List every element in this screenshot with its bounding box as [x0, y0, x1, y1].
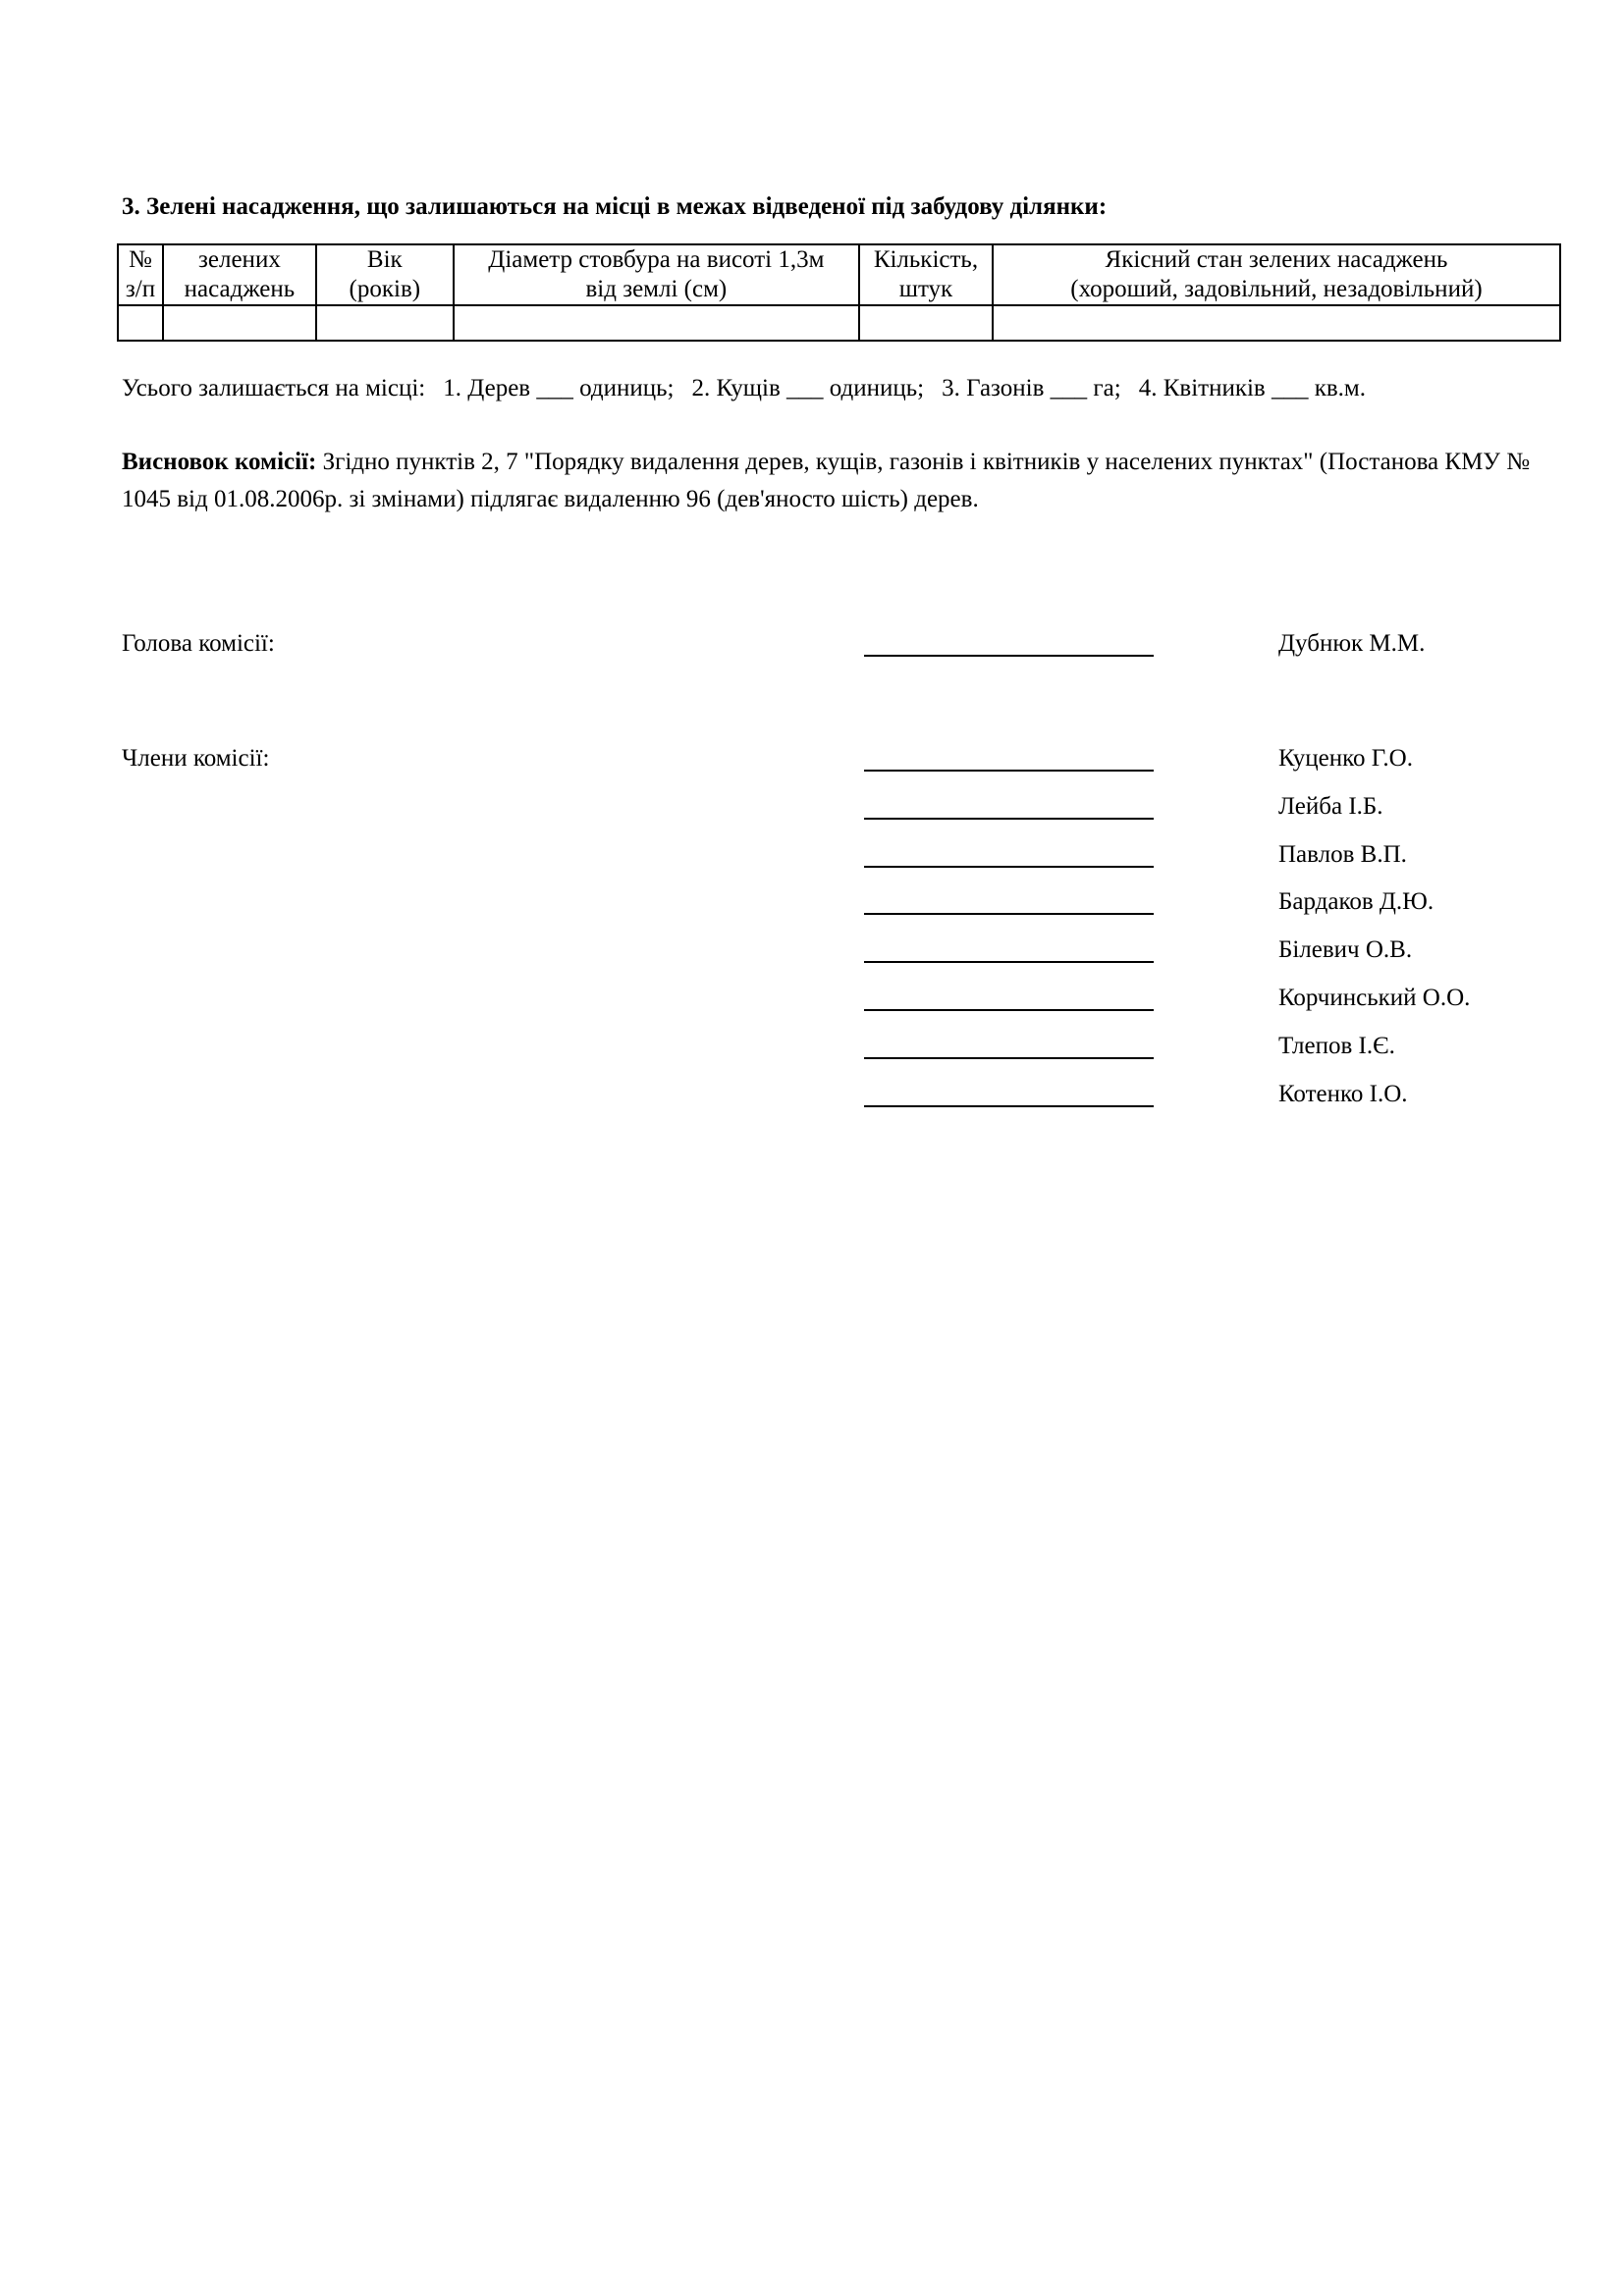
summary-lawns: 3. Газонів ___ га;	[942, 375, 1121, 401]
table-row	[118, 305, 1560, 341]
member-name: Корчинський О.О.	[1278, 985, 1471, 1011]
header-age: Вік (років)	[316, 244, 454, 305]
section-title: 3. Зелені насадження, що залишаються на місці в межах відведеної під забудову ділянки:	[122, 193, 1108, 220]
head-label: Голова комісії:	[122, 630, 275, 657]
table-cell	[993, 305, 1560, 341]
member-signature-line	[864, 961, 1154, 963]
header-number: № з/п	[118, 244, 163, 305]
header-plants: зелених насаджень	[163, 244, 316, 305]
summary-flowerbeds: 4. Квітників ___ кв.м.	[1138, 375, 1366, 401]
table-cell	[163, 305, 316, 341]
member-name: Білевич О.В.	[1278, 936, 1413, 963]
member-signature-line	[864, 913, 1154, 915]
member-signature-line	[864, 770, 1154, 772]
table-cell	[859, 305, 993, 341]
table-cell	[316, 305, 454, 341]
member-signature-line	[864, 866, 1154, 868]
conclusion-label: Висновок комісії:	[122, 449, 317, 475]
member-name: Лейба І.Б.	[1278, 793, 1383, 820]
members-label: Члени комісії:	[122, 745, 270, 772]
summary-trees: 1. Дерев ___ одиниць;	[443, 375, 675, 401]
member-name: Куценко Г.О.	[1278, 745, 1413, 772]
member-signature-line	[864, 1057, 1154, 1059]
header-diameter: Діаметр стовбура на висоті 1,3м від землі (см)	[454, 244, 859, 305]
member-signature-line	[864, 818, 1154, 820]
member-name: Павлов В.П.	[1278, 841, 1407, 868]
member-name: Бардаков Д.Ю.	[1278, 888, 1435, 915]
member-name: Тлепов І.Є.	[1278, 1033, 1395, 1059]
head-signature-line	[864, 655, 1154, 657]
table-cell	[454, 305, 859, 341]
conclusion-text: Згідно пунктів 2, 7 "Порядку видалення дерев, кущів, газонів і квітників у населених пунктах" (Постанова КМУ № 1045 від 01.08.2006р. зі змінами) підлягає видаленню 96 (дев'яносто шість) дерев.	[122, 449, 1531, 512]
table-cell	[118, 305, 163, 341]
remaining-summary	[122, 375, 1383, 402]
summary-shrubs: 2. Кущів ___ одиниць;	[691, 375, 925, 401]
header-quantity: Кількість, штук	[859, 244, 993, 305]
summary-lead: Усього залишається на місці:	[122, 375, 426, 401]
head-name: Дубнюк М.М.	[1278, 630, 1426, 657]
remaining-plants-table	[117, 243, 1561, 342]
header-condition: Якісний стан зелених насаджень (хороший, задовільний, незадовільний)	[993, 244, 1560, 305]
table-header-row	[118, 244, 1560, 305]
commission-conclusion	[122, 444, 1536, 518]
member-signature-line	[864, 1009, 1154, 1011]
member-signature-line	[864, 1105, 1154, 1107]
member-name: Котенко І.О.	[1278, 1081, 1408, 1107]
